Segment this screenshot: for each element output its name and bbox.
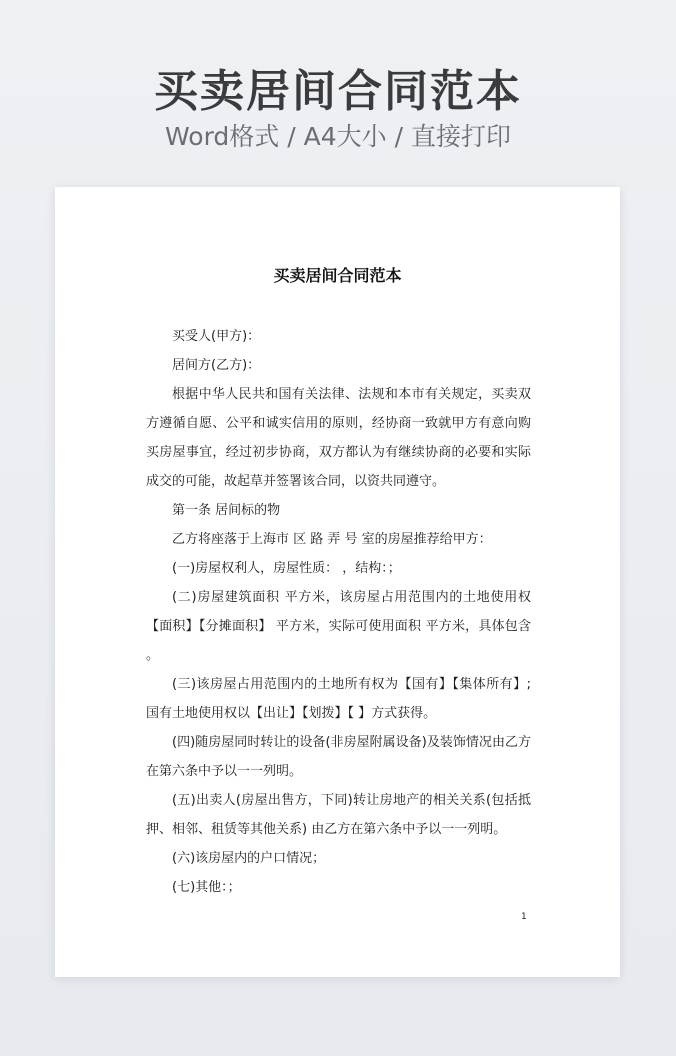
banner-title: 买卖居间合同范本 bbox=[154, 66, 522, 117]
paragraph-broker: 居间方(乙方)： bbox=[172, 358, 261, 373]
document-body bbox=[146, 322, 531, 902]
paragraph-preamble: 根据中华人民共和国有关法律、法规和本市有关规定，买卖双方遵循自愿、公平和诚实信用的原则，经协商一致就甲方有意向购买房屋事宜，经过初步协商，双方都认为有继续协商的必要和实际成交的可能，故起草并签署该合同，以资共同遵守。 bbox=[146, 387, 531, 489]
article-heading: 第一条 居间标的物 bbox=[172, 503, 281, 518]
clause-6: (六)该房屋内的户口情况； bbox=[172, 851, 326, 866]
document-title: 买卖居间合同范本 bbox=[273, 266, 402, 285]
paragraph-property-location: 乙方将座落于上海市 区 路 弄 号 室的房屋推荐给甲方： bbox=[172, 532, 492, 547]
clause-1: (一)房屋权利人，房屋性质： ，结构：； bbox=[172, 561, 401, 576]
clause-2: (二)房屋建筑面积 平方米，该房屋占用范围内的土地使用权【面积】【分摊面积】 平方米，实际可使用面积 平方米，具体包含 。 bbox=[146, 590, 531, 663]
banner-subtitle: Word格式 / A4大小 / 直接打印 bbox=[165, 122, 511, 151]
clause-7: (七)其他：； bbox=[172, 880, 241, 895]
document-page bbox=[55, 187, 620, 977]
clause-5: (五)出卖人(房屋出售方，下同)转让房地产的相关关系(包括抵押、相邻、租赁等其他关系) 由乙方在第六条中予以一一列明。 bbox=[146, 793, 531, 837]
clause-4: (四)随房屋同时转让的设备(非房屋附属设备)及装饰情况由乙方在第六条中予以一一列明。 bbox=[146, 735, 531, 779]
paragraph-buyer: 买受人(甲方)： bbox=[172, 329, 261, 344]
clause-3: (三)该房屋占用范围内的土地所有权为【国有】【集体所有】;国有土地使用权以【出让】【划拨】【 】方式获得。 bbox=[146, 677, 531, 721]
page-number: 1 bbox=[521, 912, 527, 922]
